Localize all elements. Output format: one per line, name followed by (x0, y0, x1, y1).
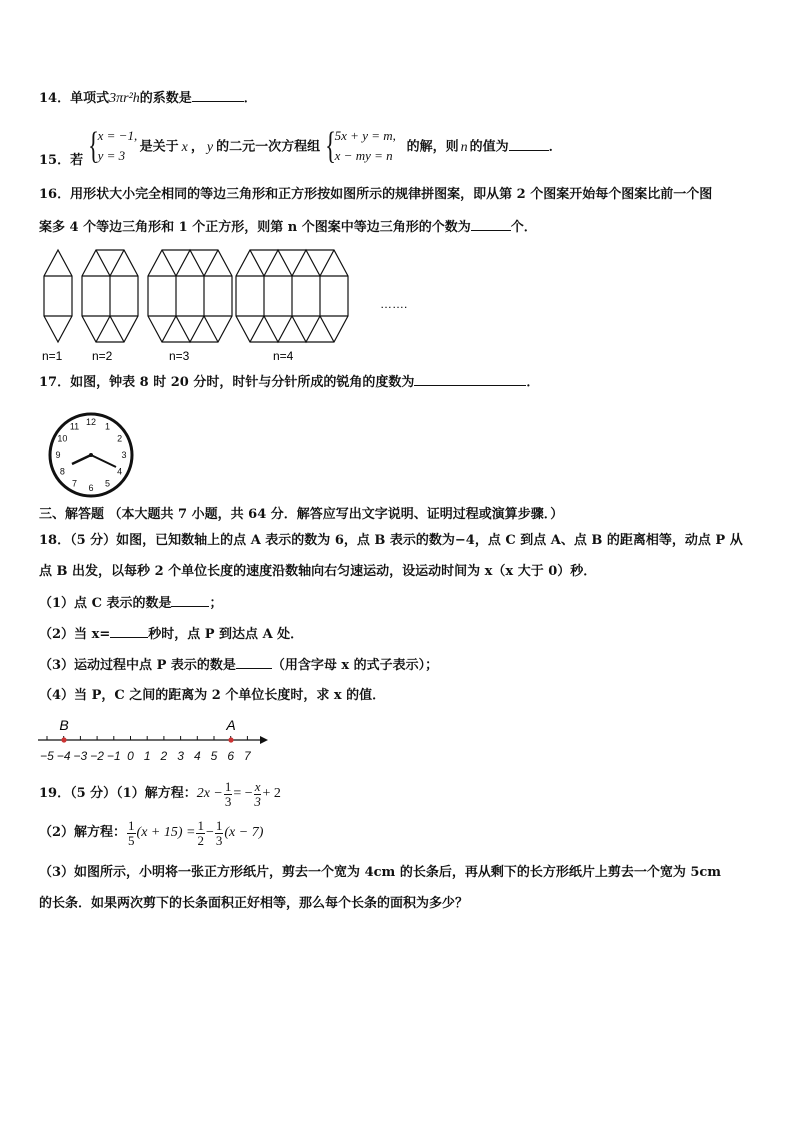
q15-number: 15． (39, 152, 71, 168)
q15-var-x: x (181, 139, 188, 155)
q19-p1-frac-1 (224, 780, 233, 809)
q16-answer-blank[interactable] (471, 218, 511, 231)
clock-number-9: 9 (55, 450, 61, 460)
q18-part-3 (39, 656, 438, 675)
clock-number-1: 1 (104, 421, 111, 432)
sys2-row-2: x − my = n (334, 148, 393, 163)
denominator: 3 (224, 793, 232, 809)
axis-tick-label: −3 (73, 749, 88, 763)
q18-p3-end: （用含字母 x 的式子表示）； (271, 658, 439, 673)
question-17 (39, 373, 539, 392)
q16-line-2 (39, 218, 537, 237)
axis-tick-label: 7 (244, 749, 251, 763)
q15-text-e: 的值为 (469, 139, 509, 155)
question-15 (39, 126, 562, 170)
q16-line-1: 16．用形状大小完全相同的等边三角形和正方形按如图所示的规律拼图案，即从第 2 个图案开始每个图案比前一个图 (39, 187, 713, 202)
axis-tick-label: 1 (143, 749, 151, 763)
q15-text-a: 若 (70, 152, 84, 168)
axis-tick-label: −5 (40, 749, 54, 763)
clock-number-4: 4 (117, 466, 123, 477)
q15-text-b: 是关于 (139, 139, 179, 155)
pattern-n1 (44, 250, 72, 342)
q18-p1-text: （1）点 C 表示的数是 (39, 596, 172, 611)
q14-end: ． (243, 91, 257, 106)
q18-part-4: （4）当 P，C 之间的距离为 2 个单位长度时，求 x 的值． (39, 688, 386, 703)
q16-text-a: 案多 4 个等边三角形和 1 个正方形，则第 n 个图案中等边三角形的个数为 (39, 220, 471, 235)
q15-sep: ， (190, 139, 204, 155)
clock-number-6: 6 (88, 483, 94, 493)
q19-part-2 (39, 815, 263, 851)
denominator: 3 (215, 832, 223, 848)
axis-tick-label: 0 (127, 749, 134, 763)
q18-part-1 (39, 594, 222, 613)
clock-number-5: 5 (104, 478, 111, 489)
clock-number-8: 8 (59, 466, 65, 477)
point-b-marker (61, 737, 66, 742)
number-line (34, 714, 274, 766)
q15-var-y: y (206, 139, 214, 155)
q17-end: ． (526, 375, 540, 390)
q17-text: 17．如图，钟表 8 时 20 分时，时针与分针所成的锐角的度数为 (39, 375, 415, 390)
axis-tick-label: −4 (56, 749, 71, 763)
hour-hand (72, 455, 91, 464)
axis-tick-label: 4 (193, 749, 201, 763)
q17-answer-blank[interactable] (414, 373, 526, 386)
q18-p1-end: ； (209, 596, 223, 611)
axis-tick-label: −1 (106, 749, 121, 763)
axis-tick-label: 5 (210, 749, 218, 763)
sys1-row-2: y = 3 (97, 148, 126, 163)
q19-p2-expr-a: (x + 15) = (136, 825, 196, 840)
clock-center (89, 453, 93, 457)
q19-p2-text: （2）解方程： (39, 825, 127, 840)
q18-p3-blank[interactable] (236, 656, 272, 669)
q19-p2-frac-1 (127, 819, 136, 848)
point-a-label: A (226, 717, 236, 733)
q18-p1-blank[interactable] (171, 594, 209, 607)
minute-hand (91, 455, 116, 467)
point-a-marker (228, 737, 233, 742)
clock-number-2: 2 (117, 433, 123, 444)
q15-text-d: 的解，则 (406, 139, 459, 155)
denominator: 3 (254, 793, 261, 809)
clock-figure (46, 410, 136, 500)
label-n4: n=4 (273, 349, 294, 363)
q18-line-2: 点 B 出发，以每秒 2 个单位长度的速度沿数轴向右匀速运动，设运动时间为 x（x 大于 0）秒． (39, 564, 597, 579)
denominator: 2 (197, 832, 204, 848)
q19-p2-expr-c: (x − 7) (224, 825, 264, 840)
q18-line-1: 18．（5 分）如图，已知数轴上的点 A 表示的数为 6，点 B 表示的数为−4，点 C 到点 A、点 B 的距离相等，动点 P 从 (39, 533, 743, 548)
sys2-row-1: 5x + y = m, (334, 128, 396, 143)
q15-answer-blank[interactable] (509, 138, 549, 151)
pattern-n2 (82, 250, 138, 342)
q15-end: ． (548, 139, 562, 155)
clock-number-10: 10 (57, 433, 68, 444)
axis-tick-label: 6 (227, 749, 235, 763)
numerator: 1 (215, 817, 223, 833)
numerator: 1 (197, 817, 204, 833)
q19-p2-expr-b: − (205, 825, 214, 840)
numerator: x (254, 778, 261, 794)
brace-icon: { (87, 125, 99, 167)
pattern-dots: ……. (380, 297, 408, 311)
numerator: 1 (224, 778, 232, 794)
clock-number-12: 12 (85, 417, 97, 427)
q14-answer-blank[interactable] (192, 89, 244, 102)
q18-p2-text: （2）当 x= (39, 627, 111, 642)
q16-text-b: 个． (510, 220, 537, 235)
axis-tick-label: 2 (160, 749, 168, 763)
q15-text-c: 的二元一次方程组 (216, 139, 321, 155)
q19-p2-frac-2 (196, 819, 205, 848)
q19-p2-frac-3 (215, 819, 224, 848)
q15-system-2 (325, 126, 407, 168)
q18-p2-blank[interactable] (110, 625, 148, 638)
q14-text-a: 单项式 (70, 91, 110, 106)
pattern-n4 (236, 250, 348, 342)
pattern-n3 (148, 250, 232, 342)
point-b-label: B (59, 717, 69, 733)
q19-part-1 (39, 777, 281, 811)
q18-p3-text: （3）运动过程中点 P 表示的数是 (39, 658, 236, 673)
q14-text-b: 的系数是 (139, 91, 192, 106)
q19-part-3-line-1: （3）如图所示，小明将一张正方形纸片，剪去一个宽为 4cm 的长条后，再从剩下的长方形纸片上剪去一个宽为 5cm (39, 865, 722, 880)
section-3-heading: 三、解答题 （本大题共 7 小题，共 64 分．解答应写出文字说明、证明过程或演算步骤．） (39, 507, 564, 522)
axis-tick-label: 3 (177, 749, 184, 763)
q19-p1-expr-c: + 2 (262, 786, 281, 801)
q14-number: 14． (39, 91, 71, 106)
axis-tick-label: −2 (90, 749, 104, 763)
denominator: 5 (128, 832, 135, 848)
q19-part-3-line-2: 的长条．如果两次剪下的长条面积正好相等，那么每个长条的面积为多少？ (39, 896, 469, 911)
q19-p1-text: 19．（5 分）（1）解方程： (39, 786, 197, 801)
q14-expression: 3πr²h (109, 91, 140, 106)
label-n2: n=2 (92, 349, 113, 363)
numerator: 1 (128, 817, 135, 833)
q18-p2-end: 秒时，点 P 到达点 A 处． (148, 627, 304, 642)
q18-part-2 (39, 625, 303, 644)
clock-number-7: 7 (71, 478, 78, 489)
pattern-figure (30, 244, 430, 368)
sys1-row-1: x = −1, (97, 128, 138, 143)
q19-p1-frac-2 (254, 780, 262, 809)
q15-system-1 (88, 126, 140, 168)
label-n1: n=1 (42, 349, 63, 363)
clock-number-11: 11 (69, 421, 80, 432)
axis-arrow-icon (260, 736, 268, 744)
question-14 (39, 89, 257, 108)
brace-icon: { (324, 125, 336, 167)
label-n3: n=3 (169, 349, 190, 363)
q19-p1-expr-a: 2x − (196, 786, 223, 801)
clock-number-3: 3 (121, 450, 127, 460)
q15-var-n: n (460, 139, 468, 155)
q19-p1-expr-b: = − (233, 786, 253, 801)
